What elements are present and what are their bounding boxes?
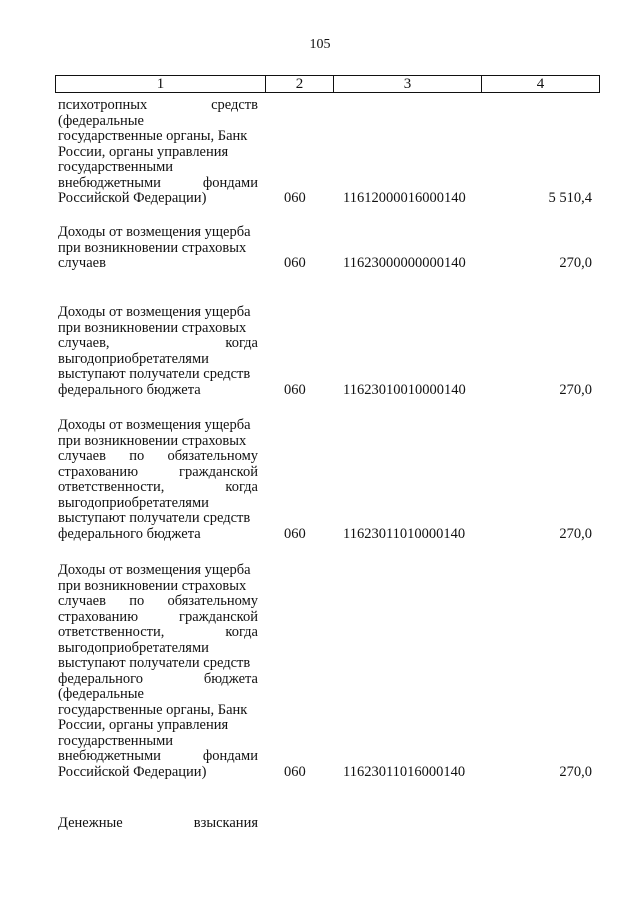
description-line — [58, 305, 258, 321]
amount-value: 270,0 — [559, 255, 592, 271]
description-word: выгодоприобретателями — [58, 639, 209, 656]
description-word: гражданской — [179, 608, 258, 625]
description-word: выступают получатели средств — [58, 366, 251, 382]
description-word: федерального бюджета — [58, 525, 201, 542]
description-line — [58, 352, 258, 368]
description-line — [58, 480, 258, 496]
description-line — [58, 176, 258, 192]
description-line — [58, 449, 258, 465]
row-description — [58, 563, 258, 780]
description-word: Доходы от возмещения ущерба — [58, 417, 251, 433]
description-word: при возникновении страховых — [58, 319, 247, 336]
description-word: взыскания — [193, 815, 258, 831]
amount-value: 270,0 — [559, 525, 592, 542]
table-row — [58, 225, 600, 272]
description-word: государственными — [58, 159, 174, 175]
description-word: федерального — [58, 670, 143, 687]
description-line — [58, 225, 258, 241]
budget-classification-code: 11623011010000140 — [343, 525, 466, 542]
row-values — [58, 527, 600, 543]
description-line — [58, 418, 258, 434]
description-word: психотропных — [58, 97, 148, 113]
description-line — [58, 336, 258, 352]
admin-code: 060 — [284, 381, 306, 398]
description-line — [58, 434, 258, 450]
description-line — [58, 367, 258, 383]
description-word: России, органы управления — [58, 143, 229, 160]
description-word: Доходы от возмещения ущерба — [58, 224, 251, 240]
description-line — [58, 496, 258, 512]
description-word: страхованию — [58, 463, 139, 480]
description-word: когда — [225, 479, 258, 495]
table-row — [58, 418, 600, 542]
description-line — [58, 687, 258, 703]
description-word: по — [129, 448, 145, 464]
description-line — [58, 145, 258, 161]
description-line — [58, 718, 258, 734]
description-line — [58, 465, 258, 481]
description-line — [58, 625, 258, 641]
page-number: 105 — [309, 37, 331, 52]
row-values — [58, 383, 600, 399]
description-word: при возникновении страховых — [58, 577, 247, 594]
description-word: выступают получатели средств — [58, 655, 251, 671]
description-word: внебюджетными — [58, 174, 161, 191]
description-word: случаев — [58, 255, 106, 271]
description-word: государственные органы, Банк — [58, 701, 248, 718]
table-row — [58, 563, 600, 780]
admin-code: 060 — [284, 525, 306, 542]
description-word: случаев, — [58, 335, 110, 351]
description-line — [58, 749, 258, 765]
description-word: при возникновении страховых — [58, 432, 247, 449]
header-col-3: 3 — [334, 76, 482, 92]
description-word: случаев — [58, 593, 106, 609]
description-line — [58, 563, 258, 579]
description-line — [58, 321, 258, 337]
row-values — [58, 256, 600, 272]
description-line — [58, 160, 258, 176]
description-word: государственные органы, Банк — [58, 128, 248, 144]
description-line — [58, 672, 258, 688]
row-values — [58, 765, 600, 781]
row-description — [58, 418, 258, 542]
header-col-2: 2 — [266, 76, 334, 92]
row-values — [58, 191, 600, 207]
description-word: когда — [225, 335, 258, 351]
description-line — [58, 129, 258, 145]
description-word: страхованию — [58, 608, 139, 625]
description-word: внебюджетными — [58, 748, 161, 764]
admin-code: 060 — [284, 763, 306, 780]
description-word: средств — [211, 97, 258, 113]
description-word: бюджета — [203, 670, 258, 687]
description-word: (федеральные — [58, 686, 144, 702]
description-line — [58, 734, 258, 750]
description-word: фондами — [202, 174, 258, 191]
budget-classification-code: 11623010010000140 — [343, 381, 466, 398]
description-word: Доходы от возмещения ущерба — [58, 304, 251, 320]
description-line — [58, 656, 258, 672]
description-word: (федеральные — [58, 112, 144, 129]
description-line — [58, 610, 258, 626]
description-word: при возникновении страховых — [58, 239, 247, 256]
description-line — [58, 579, 258, 595]
description-word: ответственности, — [58, 624, 165, 640]
description-line — [58, 816, 258, 832]
row-description — [58, 816, 258, 832]
description-word: выгодоприобретателями — [58, 350, 209, 367]
table-row — [58, 98, 600, 207]
description-word: Российской Федерации) — [58, 763, 207, 780]
table-row — [58, 816, 600, 832]
description-line — [58, 241, 258, 257]
description-word: ответственности, — [58, 479, 165, 495]
amount-value: 5 510,4 — [548, 190, 592, 206]
description-word: когда — [225, 624, 258, 640]
budget-classification-code: 11623000000000140 — [343, 255, 466, 271]
description-word: обязательному — [167, 448, 258, 464]
admin-code: 060 — [284, 190, 306, 206]
budget-classification-code: 11623011016000140 — [343, 763, 466, 780]
description-word: случаев — [58, 448, 106, 464]
table-row — [58, 305, 600, 398]
description-word: Российской Федерации) — [58, 190, 207, 206]
description-word: государственными — [58, 732, 174, 749]
description-word: гражданской — [179, 463, 258, 480]
header-col-1: 1 — [56, 76, 266, 92]
description-line — [58, 594, 258, 610]
table-header — [55, 75, 600, 93]
description-word: федерального бюджета — [58, 381, 201, 398]
description-line — [58, 703, 258, 719]
description-word: выступают получатели средств — [58, 510, 251, 526]
description-line — [58, 641, 258, 657]
amount-value: 270,0 — [559, 763, 592, 780]
description-word: фондами — [202, 748, 258, 764]
description-line — [58, 511, 258, 527]
description-word: обязательному — [167, 593, 258, 609]
amount-value: 270,0 — [559, 381, 592, 398]
description-word: по — [129, 593, 145, 609]
description-word: Денежные — [58, 815, 123, 831]
description-word: России, органы управления — [58, 717, 229, 733]
description-word: выгодоприобретателями — [58, 494, 209, 511]
budget-classification-code: 11612000016000140 — [343, 190, 466, 206]
header-col-4: 4 — [536, 76, 545, 92]
description-word: Доходы от возмещения ущерба — [58, 562, 251, 578]
description-line — [58, 114, 258, 130]
admin-code: 060 — [284, 255, 306, 271]
description-line — [58, 98, 258, 114]
